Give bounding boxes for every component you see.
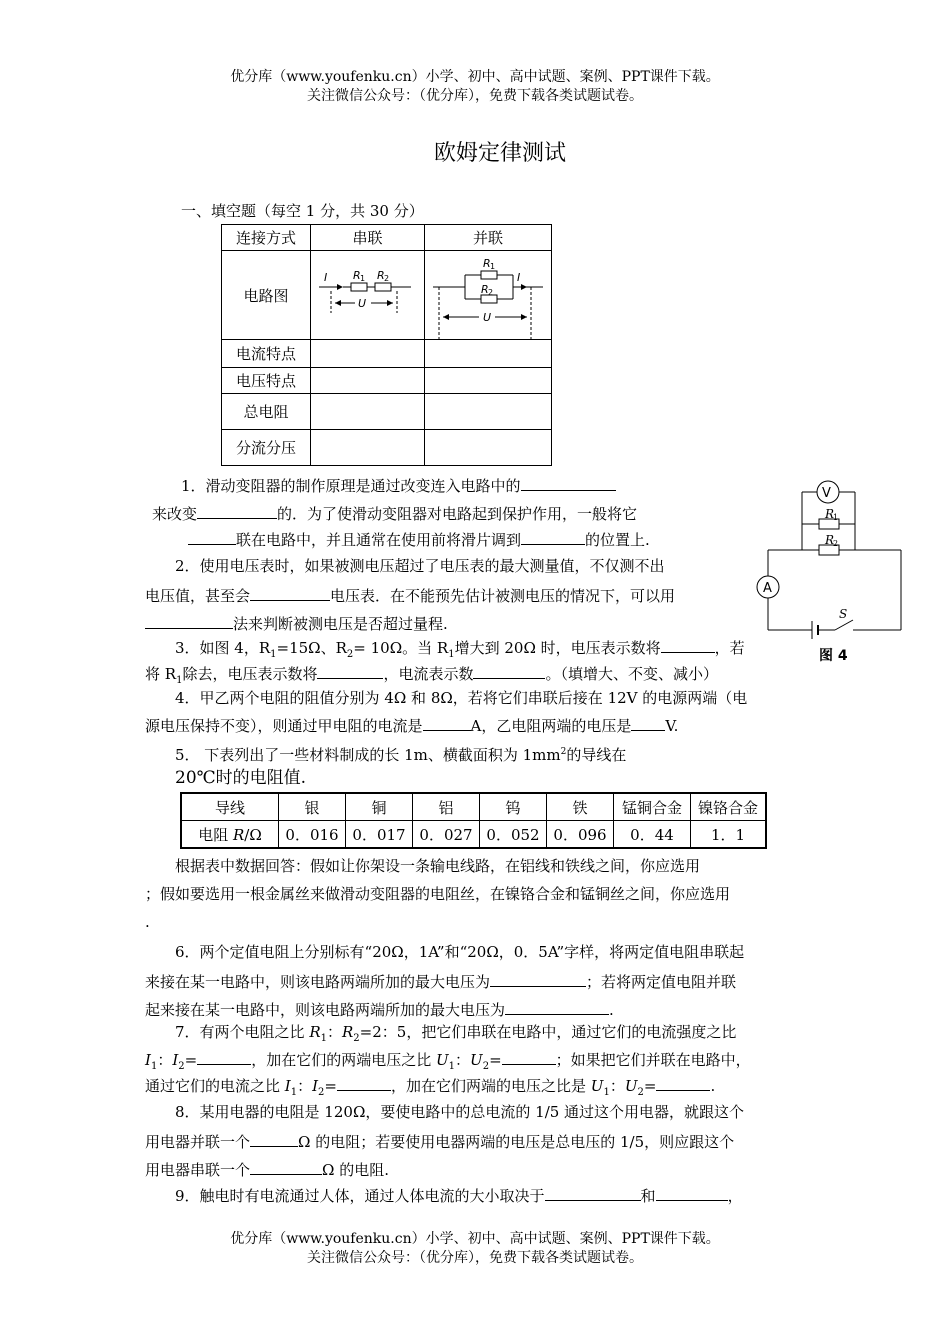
- q7-sub-r1: 1: [320, 1033, 327, 1044]
- table1-row-current: 电流特点: [222, 340, 311, 368]
- table1-cell: [311, 394, 425, 430]
- q7-var-r1: R: [309, 1023, 321, 1041]
- q1-text-b2: 的．为了使滑动变阻器对电路起到保护作用，一般将它: [277, 505, 638, 523]
- q1-blank-3[interactable]: [188, 528, 236, 545]
- figure-4-circuit: [755, 478, 905, 668]
- q3-text-b2: 除去，电压表示数将: [182, 665, 318, 683]
- q7-sub-u1: 1: [448, 1061, 456, 1072]
- table1-row-diagram: 电路图: [222, 251, 311, 340]
- q2-line-a: 2．使用电压表时，如果被测电压超过了电压表的最大测量值，不仅测不出: [175, 557, 665, 575]
- series-label-r1: R: [353, 269, 361, 282]
- q6-text-c1: 起来接在某一电路中，则该电路两端所加的最大电压为: [145, 1001, 506, 1019]
- q7-blank-3[interactable]: [337, 1074, 391, 1091]
- q6-line-b: [145, 970, 736, 992]
- q4-text-b3: V.: [665, 717, 679, 735]
- q1-text-c1: 联在电路中，并且通常在使用前将滑片调到: [236, 531, 522, 549]
- q3-sub-b1: 1: [176, 675, 183, 686]
- q7-var-i2: I: [172, 1051, 179, 1069]
- table2-header-cell: 银: [279, 793, 346, 821]
- q2-text-c: 法来判断被测电压是否超过量程.: [233, 615, 448, 633]
- q8-text-b2: Ω 的电阻；若要使用电器两端的电压是总电压的 1/5，则应跟这个: [298, 1133, 735, 1151]
- fig4-r1-label: R: [825, 507, 835, 521]
- fig4-r1-sub: 1: [833, 513, 839, 522]
- q1-blank-2[interactable]: [197, 502, 277, 519]
- table2-value-cell: 0．052: [480, 821, 547, 849]
- fig4-r2-sub: 2: [833, 539, 839, 548]
- q1-text-a: 1．滑动变阻器的制作原理是通过改变连入电路中的: [181, 477, 521, 495]
- page-title: 欧姆定律测试: [433, 141, 566, 166]
- q7-sub-i1b: 1: [290, 1087, 298, 1098]
- series-label-r2-sub: 2: [384, 274, 390, 283]
- q7-text-c3: ：: [297, 1077, 313, 1095]
- q6-text-b1: 来接在某一电路中，则该电路两端所加的最大电压为: [145, 973, 491, 991]
- q2-line-c: [145, 612, 448, 634]
- q7-sub-i2: 2: [178, 1061, 185, 1072]
- q4-line-b: [145, 714, 678, 736]
- q6-line-c: [145, 998, 614, 1020]
- q2-text-b2: 电压表．在不能预先估计被测电压的情况下，可以用: [330, 587, 676, 605]
- q7-var-u1: U: [436, 1051, 449, 1069]
- q7-var-u2b: U: [624, 1077, 638, 1095]
- q7-var-i2b: I: [312, 1077, 319, 1095]
- q7-text-b7: ：: [455, 1051, 471, 1069]
- q7-sub-u1b: 1: [603, 1087, 610, 1098]
- q7-var-u1b: U: [590, 1077, 604, 1095]
- q6-line-a: 6．两个定值电阻上分别标有“20Ω，1A”和“20Ω，0．5A”字样，将两定值电阻串联起: [175, 943, 745, 961]
- table2-value-cell: 0．44: [614, 821, 691, 849]
- resistance-table: [180, 792, 767, 849]
- q2-line-b: [145, 584, 675, 606]
- table2-row-label: [181, 821, 279, 849]
- table2-header-cell: 钨: [480, 793, 547, 821]
- parallel-label-r2-sub: 2: [488, 288, 494, 297]
- table1-cell: [425, 340, 552, 368]
- q3-line-b: [145, 662, 718, 691]
- q7-text-b10: ；如果把它们并联在电路中，: [555, 1051, 751, 1069]
- q7-blank-4[interactable]: [656, 1074, 710, 1091]
- q2-blank-2[interactable]: [145, 612, 233, 629]
- fig4-r2-label: R: [825, 533, 835, 547]
- q6-text-c2: .: [609, 1001, 614, 1019]
- q8-text-c2: Ω 的电阻.: [322, 1161, 389, 1179]
- q8-blank-1[interactable]: [250, 1130, 298, 1147]
- q7-text-c11: .: [710, 1077, 716, 1095]
- q7-text-b4: =: [184, 1051, 198, 1069]
- q9-blank-1[interactable]: [545, 1184, 641, 1201]
- q7-sub-i2b: 2: [318, 1087, 325, 1098]
- series-label-r1-sub: 1: [360, 274, 366, 283]
- footer-line-1: 优分库（www.youfenku.cn）小学、初中、高中试题、案例、PPT课件下载。: [230, 1231, 720, 1247]
- q3-blank-3[interactable]: [473, 662, 545, 679]
- parallel-label-u: U: [483, 311, 492, 324]
- table2-value-cell: 0．016: [279, 821, 346, 849]
- q3-line-a: [175, 636, 745, 665]
- q6-text-b2: ；若将两定值电阻并联: [586, 973, 737, 991]
- q7-var-i1: I: [145, 1051, 151, 1069]
- q7-sub-u2b: 2: [637, 1087, 644, 1098]
- section-heading: 一、填空题（每空 1 分，共 30 分）: [181, 202, 424, 220]
- table2-label-a: 电阻: [198, 825, 233, 844]
- parallel-label-i: I: [517, 271, 521, 284]
- q7-var-u2: U: [470, 1051, 483, 1069]
- q7-var-i1b: I: [284, 1077, 291, 1095]
- q3-text-a3: = 10Ω。当 R: [353, 639, 449, 657]
- q8-text-b1: 用电器并联一个: [145, 1133, 251, 1151]
- q7-text-c6: ，加在它们两端的电压之比是: [391, 1077, 591, 1095]
- q9-text-a1: 9．触电时有电流通过人体，通过人体电流的大小取决于: [175, 1187, 545, 1205]
- parallel-label-r1-sub: 1: [490, 262, 496, 271]
- connection-table: [221, 224, 552, 466]
- table2-header-cell: 铁: [547, 793, 614, 821]
- q7-sub-u2: 2: [482, 1061, 490, 1072]
- table1-header-parallel: 并联: [425, 225, 552, 251]
- parallel-circuit-cell: [425, 251, 552, 340]
- q7-blank-2[interactable]: [502, 1048, 556, 1065]
- parallel-label-r2: R: [481, 283, 489, 296]
- parallel-label-r1: R: [483, 257, 491, 270]
- q3-blank-1[interactable]: [661, 636, 715, 653]
- q3-text-a1: 3．如图 4，R: [175, 639, 271, 657]
- table1-header-mode: 连接方式: [222, 225, 311, 251]
- table2-value-cell: 0．027: [413, 821, 480, 849]
- table1-row-resistance: 总电阻: [222, 394, 311, 430]
- q6-blank-2[interactable]: [505, 998, 609, 1015]
- q7-line-a: [175, 1022, 736, 1049]
- q2-text-b1: 电压值，甚至会: [145, 587, 251, 605]
- ammeter-label: A: [763, 581, 772, 596]
- series-circuit-cell: [311, 251, 425, 340]
- q5b-line-b: ；假如要选用一根金属丝来做滑动变阻器的电阻丝，在镍铬合金和锰铜丝之间，你应选用: [145, 885, 731, 903]
- q3-text-a5: ，若: [714, 639, 745, 657]
- q7-text-a5: =2：5，把它们串联在电路中，通过它们的电流强度之比: [359, 1023, 737, 1041]
- table2-value-cell: 0．096: [547, 821, 614, 849]
- q7-text-a1: 7．有两个电阻之比: [175, 1023, 310, 1041]
- q2-blank-1[interactable]: [250, 584, 330, 601]
- table1-cell: [311, 430, 425, 466]
- table2-value-cell: 0．017: [346, 821, 413, 849]
- q4-line-a: 4．甲乙两个电阻的阻值分别为 4Ω 和 8Ω，若将它们串联后接在 12V 的电源两端（电: [175, 689, 748, 707]
- table1-cell: [311, 340, 425, 368]
- footer-line-2: 关注微信公众号：（优分库），免费下载各类试题试卷。: [307, 1250, 643, 1266]
- series-label-u: U: [358, 297, 367, 310]
- q5b-line-c: .: [145, 913, 150, 931]
- q3-sub-a3: 1: [448, 649, 455, 660]
- table2-header-cell: 铝: [413, 793, 480, 821]
- q3-sub-a1: 1: [270, 649, 277, 660]
- q4-text-b1: 源电压保持不变），则通过甲电阻的电流是: [145, 717, 423, 735]
- q8-line-a: 8．某用电器的电阻是 120Ω，要使电路中的总电流的 1/5 通过这个用电器，就跟这个: [175, 1103, 745, 1121]
- q3-blank-2[interactable]: [317, 662, 383, 679]
- q5-text-a1: 5． 下表列出了一些材料制成的长 1m、横截面积为 1mm: [175, 746, 561, 764]
- q3-text-b3: ，电流表示数: [383, 665, 474, 683]
- q8-text-c1: 用电器串联一个: [145, 1161, 251, 1179]
- q1-text-b1: 来改变: [152, 505, 198, 523]
- table2-label-c: /Ω: [244, 825, 262, 844]
- q3-text-a2: =15Ω、R: [276, 639, 347, 657]
- q5-line-b: 20℃时的电阻值.: [175, 768, 307, 788]
- series-label-i: I: [324, 271, 328, 284]
- table2-header-cell: 导线: [181, 793, 279, 821]
- q1-blank-4[interactable]: [521, 528, 585, 545]
- q5-sup: 2: [560, 747, 567, 757]
- q4-blank-2[interactable]: [631, 714, 665, 731]
- q1-line-c: [188, 528, 650, 550]
- table2-header-cell: 锰铜合金: [614, 793, 691, 821]
- q3-text-b1: 将 R: [145, 665, 177, 683]
- q3-text-a4: 增大到 20Ω 时，电压表示数将: [454, 639, 661, 657]
- q1-line-b: [152, 502, 637, 524]
- q7-text-b9: =: [489, 1051, 502, 1069]
- q5b-line-a: 根据表中数据回答：假如让你架设一条输电线路，在铝线和铁线之间，你应选用: [175, 857, 701, 875]
- voltmeter-label: V: [822, 486, 831, 501]
- q7-sub-r2: 2: [353, 1033, 360, 1044]
- q7-sub-i1: 1: [150, 1061, 158, 1072]
- q7-text-c5: =: [324, 1077, 337, 1095]
- q9-blank-2[interactable]: [656, 1184, 728, 1201]
- figure-4-caption: 图 4: [819, 648, 848, 664]
- q9-text-a3: ，: [727, 1187, 743, 1205]
- parallel-circuit-diagram: [425, 251, 551, 339]
- q1-blank-1[interactable]: [521, 474, 616, 491]
- q4-text-b2: A，乙电阻两端的电压是: [470, 717, 632, 735]
- table1-header-series: 串联: [311, 225, 425, 251]
- table2-value-cell: 1．1: [691, 821, 767, 849]
- switch-label: S: [839, 607, 848, 621]
- table2-header-cell: 镍铬合金: [691, 793, 767, 821]
- table1-cell: [311, 368, 425, 394]
- q7-text-c10: =: [643, 1077, 657, 1095]
- table1-cell: [425, 394, 552, 430]
- header-line-2: 关注微信公众号：（优分库），免费下载各类试题试卷。: [307, 88, 643, 104]
- q1-line-a: [181, 474, 616, 496]
- q5-text-a2: 的导线在: [566, 746, 627, 764]
- q3-text-b4: 。（填增大、不变、减小）: [545, 665, 718, 683]
- q7-text-b5: ，加在它们的两端电压之比: [251, 1051, 436, 1069]
- q9-line-a: [175, 1184, 743, 1206]
- q1-text-c2: 的位置上.: [585, 531, 650, 549]
- q8-line-c: [145, 1158, 389, 1180]
- table1-cell: [425, 368, 552, 394]
- q7-text-b2: ：: [157, 1051, 173, 1069]
- q4-blank-1[interactable]: [423, 714, 471, 731]
- q7-text-c1: 通过它们的电流之比: [145, 1077, 285, 1095]
- q7-blank-1[interactable]: [197, 1048, 251, 1065]
- table2-header-cell: 铜: [346, 793, 413, 821]
- series-label-r2: R: [377, 269, 385, 282]
- table1-row-divide: 分流分压: [222, 430, 311, 466]
- q7-var-r2: R: [342, 1023, 354, 1041]
- q7-line-b: [145, 1048, 751, 1077]
- q9-text-a2: 和: [640, 1187, 656, 1205]
- q3-sub-a2: 2: [346, 649, 354, 660]
- q5-line-a: [175, 742, 626, 765]
- q7-text-c8: ：: [609, 1077, 625, 1095]
- q8-line-b: [145, 1130, 734, 1152]
- series-circuit-diagram: [311, 251, 424, 339]
- table2-label-b: R: [232, 825, 245, 844]
- q7-text-a3: ：: [326, 1023, 342, 1041]
- q7-line-c: [145, 1074, 715, 1103]
- table1-row-voltage: 电压特点: [222, 368, 311, 394]
- q6-blank-1[interactable]: [490, 970, 586, 987]
- q8-blank-2[interactable]: [250, 1158, 322, 1175]
- header-line-1: 优分库（www.youfenku.cn）小学、初中、高中试题、案例、PPT课件下载。: [230, 69, 720, 85]
- table1-cell: [425, 430, 552, 466]
